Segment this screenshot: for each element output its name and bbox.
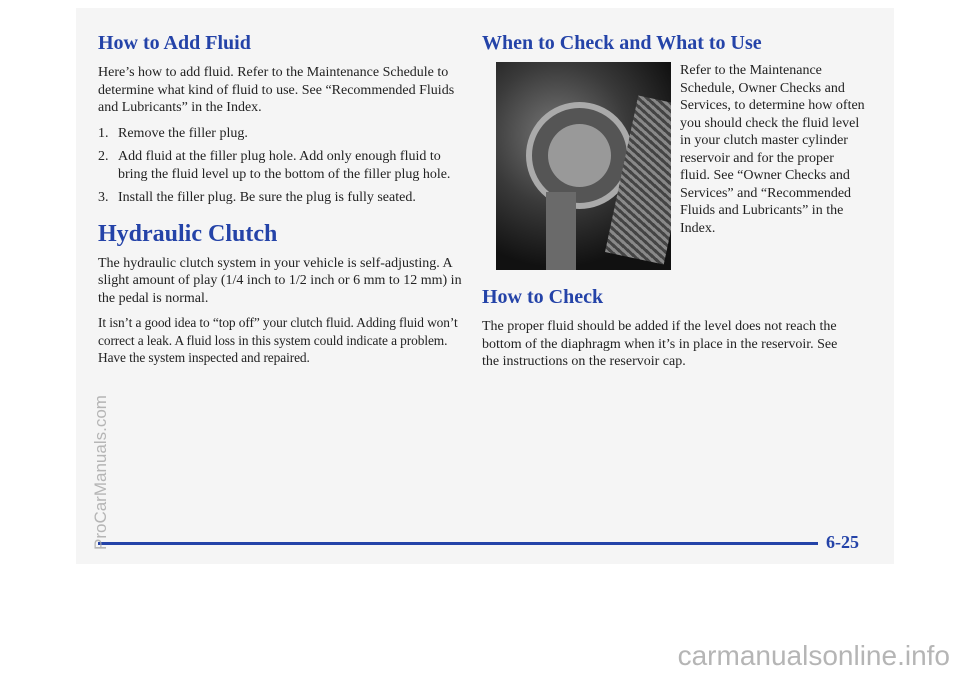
how-to-check-heading: How to Check <box>482 286 604 308</box>
bottom-watermark: carmanualsonline.info <box>677 640 950 671</box>
step-number: 2. <box>98 149 109 164</box>
step-text: Add fluid at the filler plug hole. Add only enough fluid to bring the fluid level up to the bottom of the filler plug hole. <box>118 149 451 182</box>
footer-rule <box>98 542 818 545</box>
step-item <box>98 125 463 143</box>
photo-caption <box>680 62 866 270</box>
photo-caption-text: Refer to the Maintenance Schedule, Owner Checks and Services, to determine how often you should check the fluid level in your clutch master cylinder reservoir and for the proper fluid. See “Owner Checks and Services” and “Recommended Fluids and Lubricants” in the Index. <box>680 63 865 236</box>
add-fluid-intro: Here’s how to add fluid. Refer to the Maintenance Schedule to determine what kind of fluid to use. See “Recommended Fluids and Lubricants” in the Index. <box>98 65 455 115</box>
reservoir-tube <box>546 192 576 270</box>
step-item <box>98 189 463 207</box>
reservoir-photo <box>496 62 671 270</box>
step-text: Remove the filler plug. <box>118 125 248 141</box>
add-fluid-steps <box>98 125 463 207</box>
step-item <box>98 148 463 183</box>
side-watermark: ProCarManuals.com <box>91 395 110 550</box>
step-text: Install the filler plug. Be sure the plug is fully seated. <box>118 190 416 205</box>
step-number: 1. <box>98 125 109 141</box>
photo-row <box>482 62 872 270</box>
how-to-check-paragraph: The proper fluid should be added if the level does not reach the bottom of the diaphragm when it’s in place in the reservoir. See the instructions on the reservoir cap. <box>482 319 838 369</box>
left-column <box>98 30 463 367</box>
clutch-paragraph-1: The hydraulic clutch system in your vehicle is self-adjusting. A slight amount of play (1/4 inch to 1/2 inch or 6 mm to 12 mm) in the pedal is normal. <box>98 255 462 306</box>
right-column <box>482 30 872 371</box>
reservoir-cap <box>548 124 611 187</box>
step-number: 3. <box>98 190 109 205</box>
add-fluid-heading: How to Add Fluid <box>98 32 251 54</box>
page-number: 6-25 <box>826 532 859 552</box>
hydraulic-clutch-heading: Hydraulic Clutch <box>98 220 278 247</box>
when-to-check-heading: When to Check and What to Use <box>482 32 762 54</box>
clutch-paragraph-2: It isn’t a good idea to “top off” your clutch fluid. Adding fluid won’t correct a leak. A fluid loss in this system could indicate a problem. Have the system inspected and repaired. <box>98 315 458 365</box>
